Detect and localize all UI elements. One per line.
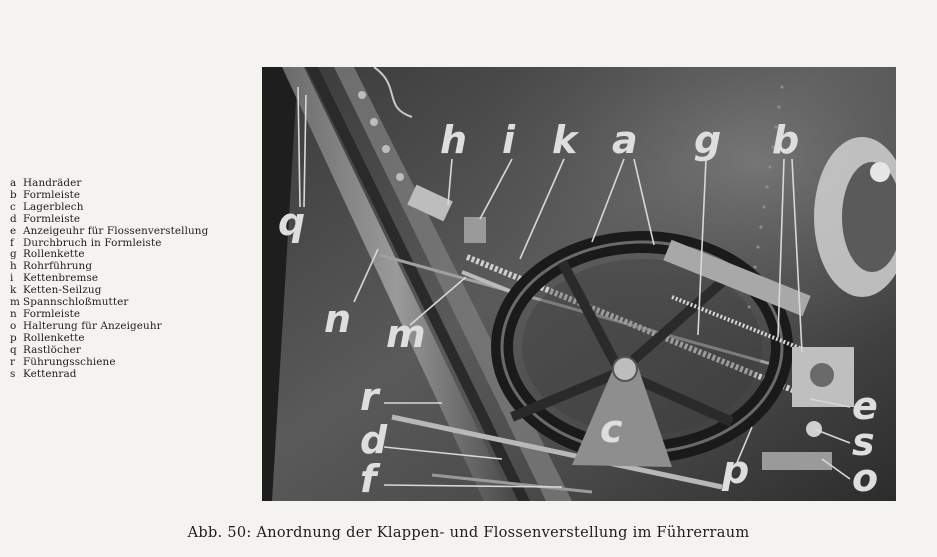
legend-item: a Handräder	[10, 177, 82, 189]
legend-item: b Formleiste	[10, 188, 81, 201]
photo-label-e: e	[852, 384, 878, 428]
legend-list	[10, 178, 208, 380]
cockpit-photo	[262, 67, 896, 501]
photo-label-d: d	[360, 418, 388, 462]
photo-label-i: i	[502, 118, 516, 162]
photo-label-g: g	[694, 118, 722, 162]
figure-caption: Abb. 50: Anordnung der Klappen- und Flossenverstellung im Führerraum	[187, 525, 750, 541]
legend-item: f Durchbruch in Formleiste	[10, 236, 162, 249]
photo-label-k: k	[552, 118, 578, 162]
photo-label-p: p	[722, 448, 750, 492]
photo-label-o: o	[852, 456, 879, 500]
photo-label-s: s	[852, 420, 875, 464]
legend-item: r Führungsschiene	[10, 355, 116, 368]
legend-item: q Rastlöcher	[10, 343, 81, 356]
legend-item: e Anzeigeuhr für Flossenverstellung	[10, 224, 209, 237]
legend-item: c Lagerblech	[10, 200, 84, 213]
legend-item: o Halterung für Anzeigeuhr	[10, 319, 162, 332]
legend-item: g Rollenkette	[10, 248, 85, 261]
photo-label-q: q	[278, 200, 306, 244]
photo-label-c: c	[600, 407, 623, 451]
photo-label-r: r	[360, 375, 379, 419]
legend-item: n Formleiste	[10, 307, 81, 320]
legend-item: h Rohrführung	[10, 260, 93, 273]
photo-label-m: m	[386, 312, 426, 356]
legend-item: m Spannschloßmutter	[10, 296, 129, 309]
photo-label-f: f	[360, 457, 377, 501]
photo-label-h: h	[440, 118, 468, 162]
legend-item: i Kettenbremse	[10, 272, 99, 285]
legend-item: k Ketten-Seilzug	[10, 284, 102, 297]
photo-label-n: n	[324, 297, 352, 341]
legend-item: s Kettenrad	[10, 367, 77, 380]
photo-label-b: b	[772, 118, 800, 162]
legend-item: p Rollenkette	[10, 331, 85, 344]
legend-item: d Formleiste	[10, 212, 81, 225]
photo-label-a: a	[612, 118, 638, 162]
